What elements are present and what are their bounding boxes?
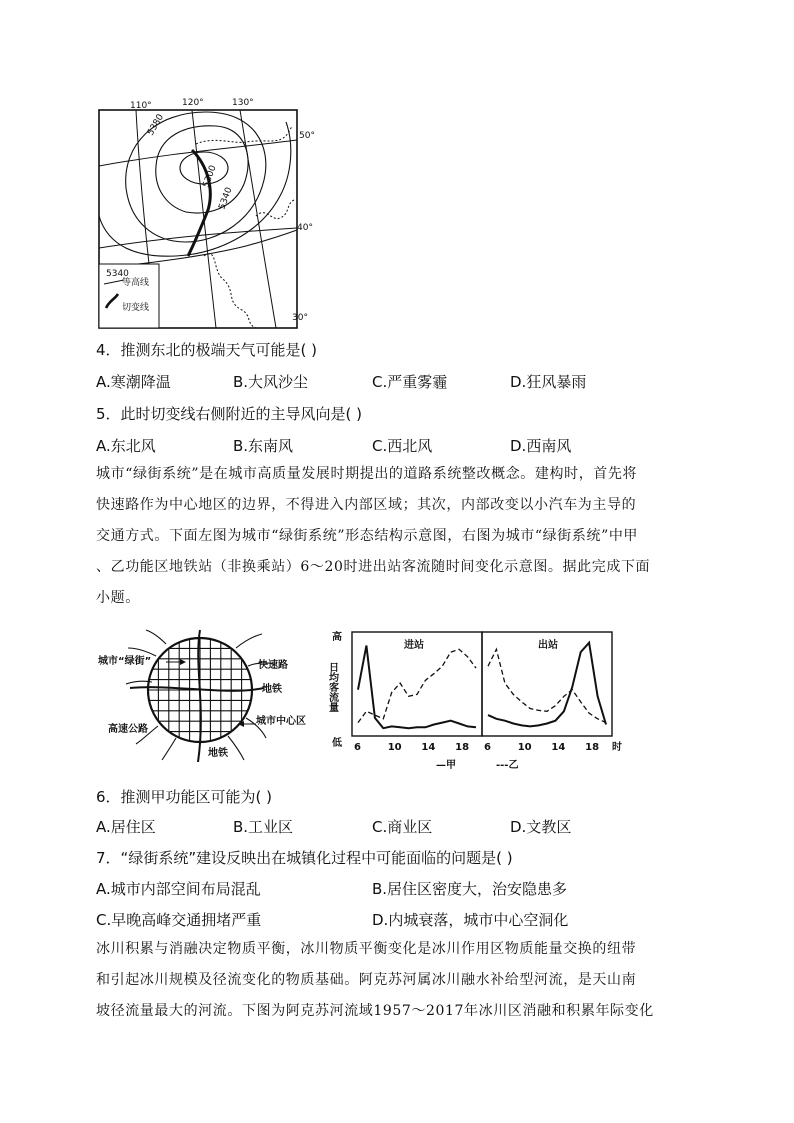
y-axis-title: 日均客流量	[326, 662, 338, 712]
label-city-green: 城市“绿街”	[98, 656, 152, 667]
passage-glacier	[96, 934, 706, 1027]
lat-label-50: 50°	[299, 131, 315, 141]
meridian-130	[240, 110, 276, 328]
panel-title-out: 出站	[538, 640, 558, 651]
q5-option-c[interactable]: C.西北风	[372, 437, 433, 455]
q4-option-c[interactable]: C.严重雾霾	[372, 373, 448, 391]
legend-yi: ---乙	[496, 760, 519, 771]
lon-label-110: 110°	[130, 101, 152, 111]
q7-option-a[interactable]: A.城市内部空间布局混乱	[96, 880, 261, 898]
label-metro-right: 地铁	[262, 684, 282, 695]
passage2-line-3: 坡径流量最大的河流。下图为阿克苏河流域1957～2017年冰川区消融和积累年际变化	[96, 1003, 654, 1019]
coastline	[196, 126, 292, 328]
green-pointer-head	[180, 659, 186, 665]
x-tick-label: 14	[551, 742, 566, 753]
label-expressway: 快速路	[258, 660, 288, 671]
x-tick-label: 6	[484, 742, 491, 753]
question-4: 4．推测东北的极端天气可能是( )	[96, 341, 318, 359]
label-metro-bottom: 地铁	[208, 748, 228, 759]
contour-label-5300: 5300	[201, 164, 219, 190]
lat-label-30: 30°	[292, 313, 308, 323]
series-line-out-乙	[488, 649, 606, 722]
question-6: 6．推测甲功能区可能为( )	[96, 788, 273, 806]
y-bottom-label: 低	[332, 738, 342, 749]
weather-map	[96, 96, 315, 332]
green-street-diagram	[96, 626, 326, 766]
legend-shear-label: 切变线	[122, 303, 150, 313]
legend-contour-label: 等高线	[122, 278, 150, 288]
question-7: 7．“绿街系统”建设反映出在城镇化过程中可能面临的问题是( )	[96, 849, 513, 867]
label-city-center: 城市中心区	[256, 716, 306, 727]
passage1-line-5: 小题。	[96, 590, 140, 606]
label-highway: 高速公路	[108, 724, 148, 735]
q6-option-c[interactable]: C.商业区	[372, 818, 433, 836]
passage1-line-4: 、乙功能区地铁站（非换乘站）6～20时进出站客流随时间变化示意图。据此完成下面	[96, 559, 651, 575]
peninsula-coast	[256, 200, 294, 219]
q7-option-b[interactable]: B.居住区密度大，治安隐患多	[372, 880, 568, 898]
panel-title-in: 进站	[404, 640, 424, 651]
q7-option-c[interactable]: C.早晚高峰交通拥堵严重	[96, 911, 262, 929]
q6-option-b[interactable]: B.工业区	[233, 818, 294, 836]
passage1-line-3: 交通方式。下面左图为城市“绿街系统”形态结构示意图，右图为城市“绿街系统”中甲	[96, 528, 639, 544]
q7-option-d[interactable]: D.内城衰落，城市中心空洞化	[372, 911, 569, 929]
x-unit-label: 时	[612, 742, 622, 753]
passage2-line-2: 和引起冰川规模及径流变化的物质基础。阿克苏河属冰川融水补给型河流，是天山南	[96, 972, 637, 988]
series-line-in-乙	[358, 649, 476, 722]
lon-label-120: 120°	[182, 98, 204, 108]
passage1-line-2: 快速路作为中心地区的边界，不得进入内部区域；其次，内部改变以小汽车为主导的	[96, 497, 637, 513]
q6-option-a[interactable]: A.居住区	[96, 818, 156, 836]
y-top-label: 高	[332, 632, 342, 643]
x-tick-label: 10	[387, 742, 402, 753]
q5-option-a[interactable]: A.东北风	[96, 437, 156, 455]
shear-line	[188, 150, 210, 256]
x-tick-label: 14	[421, 742, 436, 753]
lon-label-130: 130°	[232, 98, 254, 108]
q4-option-a[interactable]: A.寒潮降温	[96, 373, 171, 391]
lat-label-40: 40°	[297, 223, 313, 233]
legend-jia: —甲	[436, 760, 456, 771]
contour-label-5340: 5340	[217, 186, 235, 212]
question-5: 5．此时切变线右侧附近的主导风向是( )	[96, 405, 363, 423]
q4-option-b[interactable]: B.大风沙尘	[233, 373, 309, 391]
x-tick-label: 18	[585, 742, 600, 753]
q4-option-d[interactable]: D.狂风暴雨	[510, 373, 587, 391]
x-tick-label: 18	[455, 742, 470, 753]
q6-option-d[interactable]: D.文教区	[510, 818, 572, 836]
contour-label-5380: 5380	[145, 112, 167, 138]
q5-option-b[interactable]: B.东南风	[233, 437, 294, 455]
series-line-out-甲	[488, 643, 606, 727]
passage-green-street	[96, 459, 706, 614]
passage2-line-1: 冰川积累与消融决定物质平衡，冰川物质平衡变化是冰川作用区物质能量交换的纽带	[96, 941, 637, 957]
x-tick-label: 6	[354, 742, 361, 753]
passage1-line-1: 城市“绿街系统”是在城市高质量发展时期提出的道路系统整改概念。建构时，首先将	[96, 466, 638, 482]
legend-value: 5340	[106, 269, 129, 279]
passenger-flow-chart	[328, 628, 624, 773]
q5-option-d[interactable]: D.西南风	[510, 437, 572, 455]
x-tick-label: 10	[517, 742, 532, 753]
